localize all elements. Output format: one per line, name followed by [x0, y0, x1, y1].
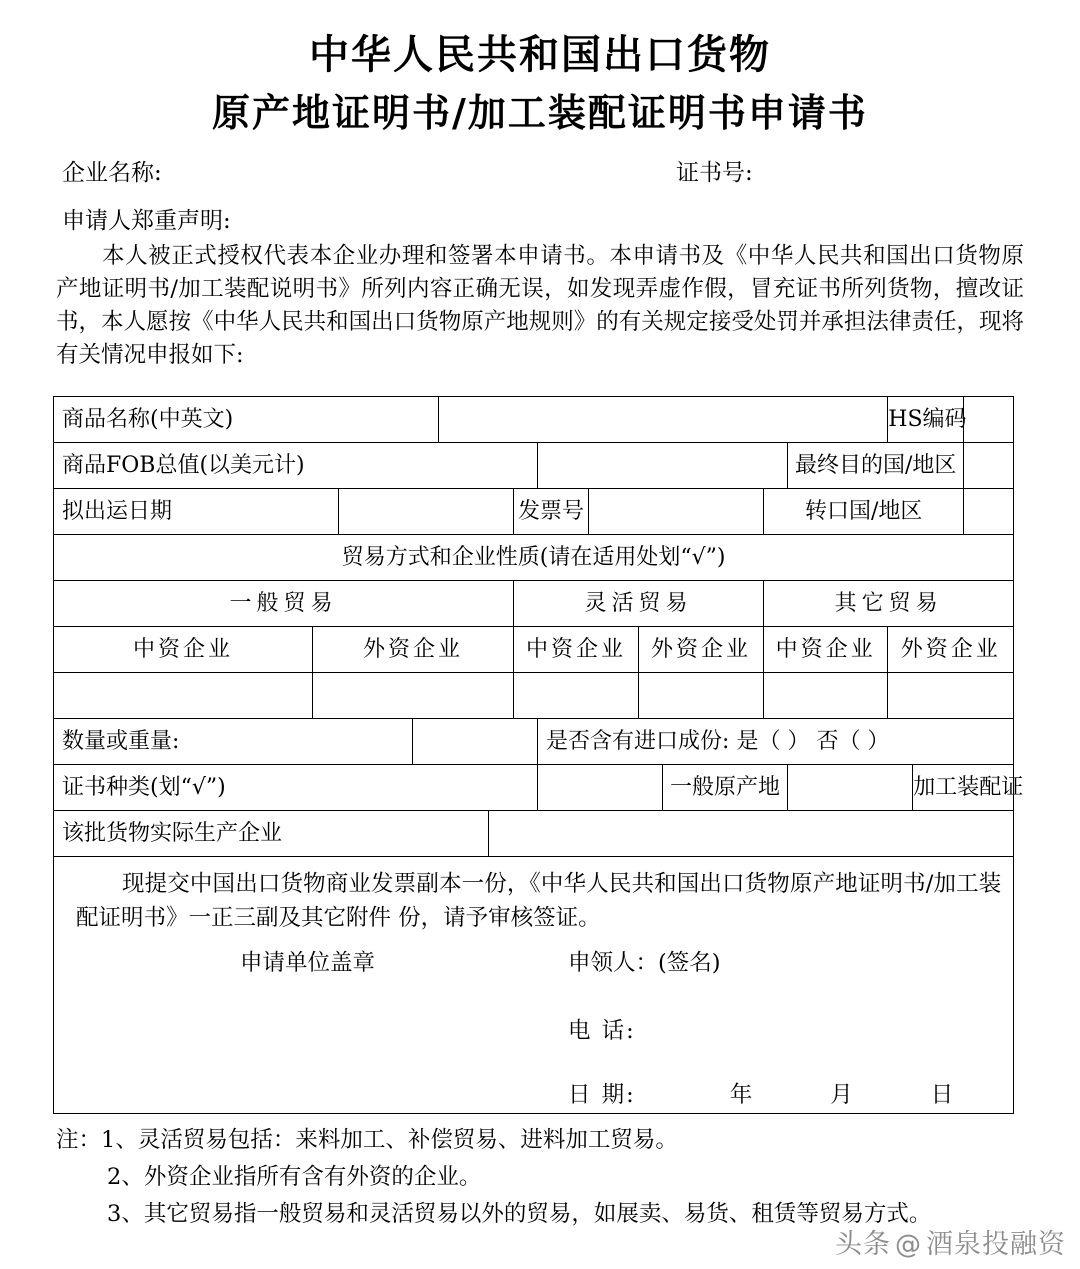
trade-type-general: 一般贸易 — [54, 581, 514, 627]
ship-date-value[interactable] — [339, 489, 514, 535]
note-item-2 — [56, 1159, 1016, 1196]
date-day-label: 日 — [930, 1082, 954, 1108]
enterprise-check-5[interactable] — [764, 673, 888, 719]
title-line-1: 中华人民共和国出口货物 — [309, 31, 771, 78]
note-item-1 — [56, 1122, 1016, 1159]
declaration-paragraph: 本人被正式授权代表本企业办理和签署本申请书。本申请书及《中华人民共和国出口货物原产地证明书/加工装配说明书》所列内容正确无误，如发现弄虚作假，冒充证书所列货物，擅改证书，本人愿按《中华人民共和国出口货物原产地规则》的有关规定接受处罚并承担法律责任，现将有关情况申报如下: — [56, 243, 1024, 368]
table-row-enterprise-types — [54, 627, 1014, 673]
enterprise-check-2[interactable] — [313, 673, 514, 719]
general-origin-label: 一般原产地 — [663, 765, 788, 811]
processing-assembly-label: 加工装配证 — [913, 765, 1014, 811]
ship-date-label: 拟出运日期 — [54, 489, 339, 535]
application-form-table — [53, 396, 1024, 1114]
enterprise-type-6: 外资企业 — [888, 627, 1014, 673]
enterprise-check-3[interactable] — [514, 673, 639, 719]
enterprise-type-3: 中资企业 — [514, 627, 639, 673]
enterprise-type-2: 外资企业 — [313, 627, 514, 673]
enterprise-type-5: 中资企业 — [764, 627, 888, 673]
applicant-stamp-label: 申请单位盖章 — [240, 950, 376, 976]
watermark-account: 酒泉投融资 — [926, 1229, 1066, 1260]
table-row-shipping — [54, 489, 1014, 535]
quantity-weight-value[interactable] — [413, 719, 538, 765]
fob-total-label: 商品FOB总值(以美元计) — [54, 443, 538, 489]
invoice-no-value[interactable] — [589, 489, 764, 535]
table-row-quantity — [54, 719, 1014, 765]
note-text-2: 2、外资企业指所有含有外资的企业。 — [107, 1164, 482, 1190]
submission-block — [54, 857, 1014, 1114]
watermark — [835, 1222, 1066, 1261]
enterprise-check-6[interactable] — [888, 673, 1014, 719]
transit-country-value[interactable] — [964, 489, 1014, 535]
company-name-label: 企业名称: — [62, 160, 162, 186]
trade-type-other: 其它贸易 — [764, 581, 1014, 627]
actual-producer-value[interactable] — [489, 811, 1014, 857]
title-line-2: 原产地证明书/加工装配证明书申请书 — [212, 90, 868, 135]
document-title — [0, 0, 1080, 142]
goods-name-label: 商品名称(中英文) — [54, 397, 439, 443]
at-icon: @ — [895, 1230, 922, 1260]
actual-producer-label: 该批货物实际生产企业 — [54, 811, 489, 857]
enterprise-type-1: 中资企业 — [54, 627, 313, 673]
goods-name-value[interactable] — [439, 397, 888, 443]
note-text-3: 3、其它贸易指一般贸易和灵活贸易以外的贸易，如展卖、易货、租赁等贸易方式。 — [107, 1201, 932, 1227]
hs-code-label: HS编码 — [888, 397, 964, 443]
fob-total-value[interactable] — [538, 443, 788, 489]
final-destination-value[interactable] — [964, 443, 1014, 489]
table-row-goods-name — [54, 397, 1014, 443]
certificate-kind-label: 证书种类(划“√”) — [54, 765, 538, 811]
general-origin-check[interactable] — [538, 765, 663, 811]
quantity-weight-label: 数量或重量: — [54, 719, 413, 765]
submission-paragraph: 现提交中国出口货物商业发票副本一份，《中华人民共和国出口货物原产地证明书/加工装配证明书》一正三副及其它附件 份，请予审核签证。 — [76, 871, 1002, 931]
table-row-actual-producer — [54, 811, 1014, 857]
final-destination-label: 最终目的国/地区 — [788, 443, 964, 489]
hs-code-value[interactable] — [964, 397, 1014, 443]
table-row-submission-block — [54, 857, 1014, 1114]
processing-assembly-check[interactable] — [788, 765, 913, 811]
certificate-number-label: 证书号: — [676, 160, 753, 186]
enterprise-type-4: 外资企业 — [639, 627, 764, 673]
date-label: 日 期: — [568, 1082, 636, 1108]
notes-section — [56, 1122, 1016, 1233]
table-row-enterprise-checkboxes — [54, 673, 1014, 719]
trade-mode-header: 贸易方式和企业性质(请在适用处划“√”) — [54, 535, 1014, 581]
date-row[interactable] — [568, 1081, 953, 1109]
watermark-prefix: 头条 — [835, 1229, 891, 1260]
import-content-question[interactable]: 是否含有进口成份: 是（ ） 否（ ） — [538, 719, 1014, 765]
table-row-trade-types — [54, 581, 1014, 627]
date-month-label: 月 — [830, 1082, 853, 1108]
table-row-certificate-kind — [54, 765, 1014, 811]
notes-prefix: 注： — [56, 1127, 102, 1153]
transit-country-label: 转口国/地区 — [764, 489, 964, 535]
invoice-no-label: 发票号 — [514, 489, 589, 535]
note-text-1: 1、灵活贸易包括：来料加工、补偿贸易、进料加工贸易。 — [101, 1127, 678, 1153]
applicant-declaration-label: 申请人郑重声明: — [62, 208, 231, 234]
enterprise-check-1[interactable] — [54, 673, 313, 719]
header-fields — [0, 154, 1080, 240]
phone-label[interactable]: 电 话: — [568, 1018, 636, 1044]
table-row-fob — [54, 443, 1014, 489]
applicant-signature-label[interactable]: 申领人：(签名) — [568, 950, 721, 976]
date-year-label: 年 — [729, 1082, 753, 1108]
enterprise-check-4[interactable] — [639, 673, 764, 719]
table-row-trade-header — [54, 535, 1014, 581]
trade-type-flexible: 灵活贸易 — [514, 581, 764, 627]
